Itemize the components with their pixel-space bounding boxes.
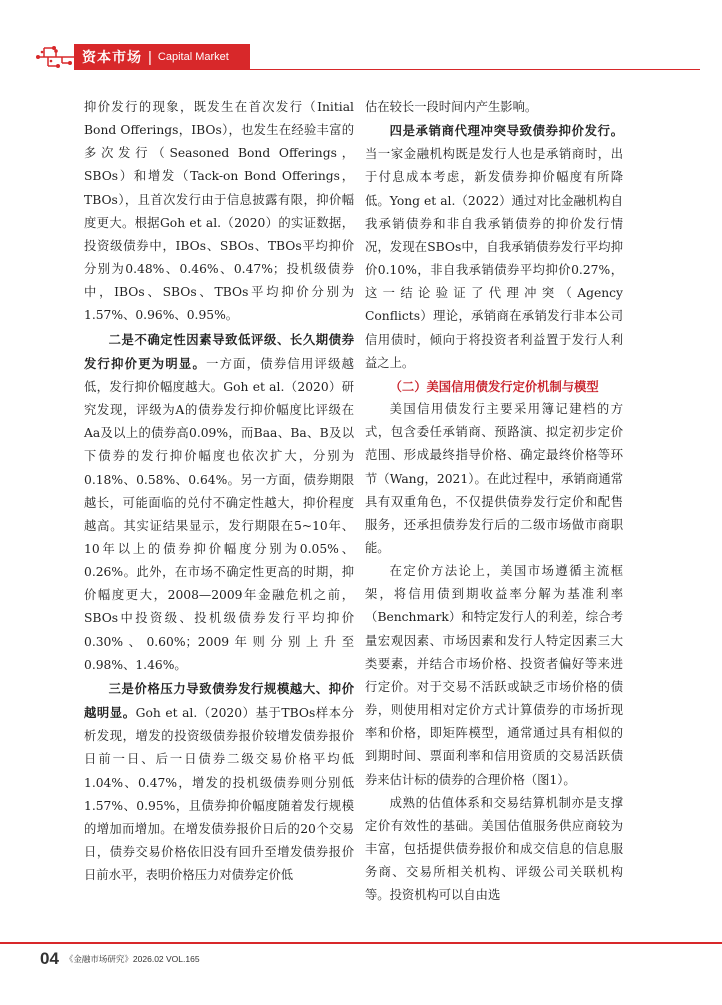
journal-info: 《金融市场研究》2026.02 VOL.165 [64,954,200,964]
point-three-heading: 三是价格压力导致债券发行规模越大、抑价越明显。 [84,680,354,721]
paragraph: 在定价方法论上，美国市场遵循主流框架，将信用债到期收益率分解为基准利率（Benchmark）和特定发行人的利差，综合考量宏观因素、市场因素和发行人特定因素三大类要素，并结合市场价格、投资者偏好等来进行定价。对于交易不活跃或缺乏市场价格的债券，则使用相对定价方式计算债券的市场折现率和价格，即矩阵模型，通常通过具有相似的到期时间、票面利率和信用资质的交易活跃债券来估计标的债券的合理价格（图1）。 [365,564,623,787]
paragraph-body: Goh et al.（2020）基于TBOs样本分析发现，增发的投资级债券报价较增发债券报价日前一日、后一日债券二级交易价格平均低1.04%、0.47%，增发的投机级债券则分别低1.57%、0.95%，且债券抑价幅度随着发行规模的增加而增加。在增发债券报价日后的20个交易日，债券交易价格依旧没有回升至增发债券报价日前水平，表明价格压力对债券定价低 [84,706,354,883]
paragraph: 成熟的估值体系和交易结算机制亦是支撑定价有效性的基础。美国估值服务供应商较为丰富，包括提供债券报价和成交信息的信息服务商、交易所相关机构、评级公司关联机构等。投资机构可以自由选 [365,795,623,903]
paragraph [84,677,354,887]
paragraph-body: 一方面，债券信用评级越低，发行抑价幅度越大。Goh et al.（2020）研究发现，评级为A的债券发行抑价幅度比评级在Aa及以上的债券高0.09%，而Baa、Ba、B及以下债券的发行抑价幅度也依次扩大，分别为0.18%、0.58%、0.64%。另一方面，债券期限越长，可能面临的兑付不确定性越大，抑价程度越高。其实证结果显示，发行期限在5~10年、10年以上的债券抑价幅度分别为0.05%、0.26%。此外，在市场不确定性更高的时期，抑价幅度更大，2008—2009年金融危机之前，SBOs中投资级、投机级债券发行平均抑价0.30%、0.60%；2009年则分别上升至0.98%、1.46%。 [84,356,354,672]
subsection-heading: （二）美国信用债发行定价机制与模型 [389,378,599,394]
section-header [0,40,722,74]
footer-rule [0,942,722,944]
section-tag [74,44,250,70]
page-number: 04 [40,949,59,968]
paragraph: 抑价发行的现象，既发生在首次发行（Initial Bond Offerings，IBOs），也发生在经验丰富的多次发行（Seasoned Bond Offerings，SBOs）和增发（Tack-on Bond Offerings，TBOs），且首次发行由于信息披露有限，抑价幅度更大。根据Goh et al.（2020）的实证数据，投资级债券中，IBOs、SBOs、TBOs平均抑价分别为0.48%、0.46%、0.47%；投机级债券中，IBOs、SBOs、TBOs平均抑价分别为1.57%、0.96%、0.95%。 [84,100,354,323]
point-four-heading: 四是承销商代理冲突导致债券抑价发行。 [389,123,623,139]
section-title-en: Capital Market [157,51,229,63]
paragraph [84,328,354,677]
point-two-heading: 二是不确定性因素导致低评级、长久期债券发行抑价更为明显。 [84,331,354,371]
paragraph [365,119,623,375]
header-rule [250,69,700,70]
section-separator: | [148,48,152,66]
section-title-cn: 资本市场 [82,49,142,65]
paragraph: 美国信用债发行主要采用簿记建档的方式，包含委任承销商、预路演、拟定初步定价范围、形成最终指导价格、确定最终价格等环节（Wang，2021）。在此过程中，承销商通常具有双重角色，不仅提供债券发行定价和配售服务，还承担债券发行后的二级市场做市商职能。 [365,402,623,555]
paragraph-body: 当一家金融机构既是发行人也是承销商时，出于付息成本考虑，新发债券抑价幅度有所降低。Yong et al.（2022）通过对比金融机构自我承销债券和非自我承销债券的抑价发行情况，发现在SBOs中，自我承销债券发行平均抑价0.10%，非自我承销债券平均抑价0.27%，这一结论验证了代理冲突（Agency Conflicts）理论，承销商在承销发行非本公司信用债时，倾向于将投资者利益置于发行人利益之上。 [365,147,623,370]
right-column [365,96,623,907]
page-footer [40,948,200,970]
circuit-logo-icon [36,42,76,72]
left-column [84,96,354,887]
paragraph: 估在较长一段时间内产生影响。 [365,100,538,114]
